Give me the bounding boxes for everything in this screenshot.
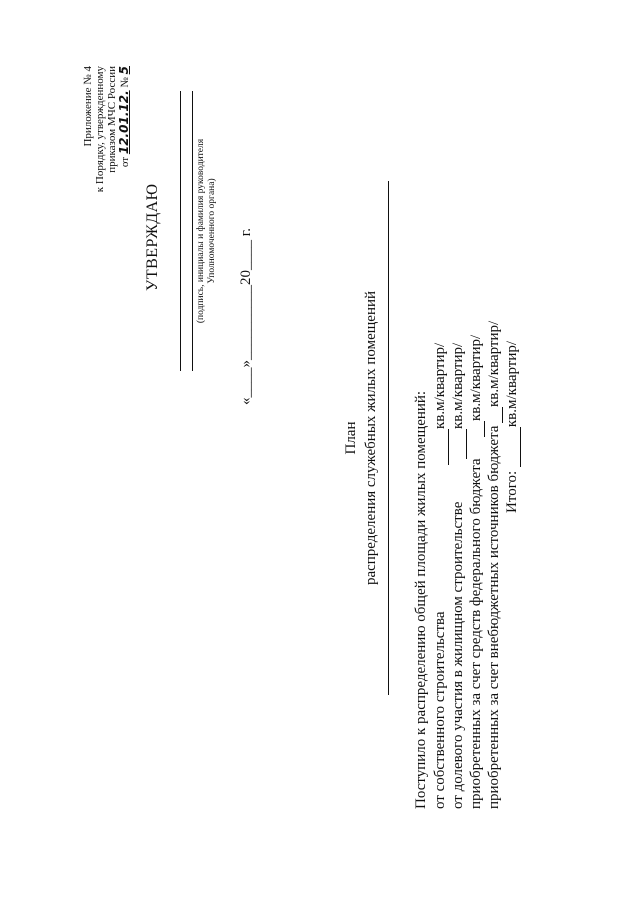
signature-line-2 bbox=[192, 91, 193, 371]
appendix-block bbox=[82, 66, 131, 192]
signature-caption-line-1: (подпись, инициалы и фамилия руководителя bbox=[196, 138, 206, 324]
row-unit: кв.м/квартир/ bbox=[486, 320, 502, 407]
row-extrabudgetary bbox=[486, 426, 503, 809]
row-own-construction bbox=[432, 611, 449, 809]
row-label: приобретенных за счет внебюджетных источников бюджета bbox=[486, 425, 502, 809]
appendix-date-prefix: от bbox=[119, 156, 131, 168]
appendix-line-2: к Порядку, утвержденному bbox=[94, 66, 106, 193]
blank-field bbox=[450, 429, 467, 459]
total-blank-field bbox=[504, 427, 521, 467]
row-shared-construction bbox=[450, 502, 467, 809]
row-federal-budget bbox=[468, 458, 485, 809]
row-label: от долевого участия в жилищном строительстве bbox=[450, 501, 466, 809]
signature-line bbox=[180, 91, 181, 371]
total-unit: кв.м/квартир/ bbox=[504, 340, 520, 428]
distribution-intro: Поступило к распределению общей площади жилых помещений: bbox=[413, 390, 429, 809]
appendix-number-label: № bbox=[119, 77, 131, 88]
appendix-line-1: Приложение № 4 bbox=[82, 66, 94, 147]
appendix-line-3: приказом МЧС России bbox=[106, 66, 118, 173]
appendix-date-handwritten: 12.01.12. bbox=[117, 90, 131, 155]
plan-title: План bbox=[343, 421, 359, 455]
row-unit: кв.м/квартир/ bbox=[432, 342, 448, 429]
blank-field bbox=[486, 407, 503, 423]
row-federal-budget-blank bbox=[468, 335, 485, 437]
row-shared-construction-blank bbox=[450, 343, 467, 459]
plan-subtitle: распределения служебных жилых помещений bbox=[363, 290, 379, 586]
approval-date-line: «____»__________20____ г. bbox=[238, 228, 254, 405]
blank-field bbox=[432, 429, 449, 465]
row-unit: кв.м/квартир/ bbox=[450, 342, 466, 429]
row-extrabudgetary-blank bbox=[486, 321, 503, 423]
row-unit: кв.м/квартир/ bbox=[468, 334, 484, 421]
approval-title: УТВЕРЖДАЮ bbox=[144, 183, 161, 291]
row-label: от собственного строительства bbox=[432, 611, 448, 809]
total-label: Итого: bbox=[504, 470, 520, 513]
blank-field bbox=[468, 421, 485, 437]
appendix-number-handwritten: 5 bbox=[117, 66, 131, 75]
total-row bbox=[504, 341, 521, 513]
appendix-line-4 bbox=[118, 66, 131, 192]
plan-separator-line bbox=[388, 181, 389, 695]
signature-caption-line-2: Уполномоченного органа) bbox=[207, 178, 217, 284]
signature-caption bbox=[196, 91, 218, 371]
row-own-construction-blank bbox=[432, 343, 449, 465]
row-label: приобретенных за счет средств федерального бюджета bbox=[468, 458, 484, 809]
